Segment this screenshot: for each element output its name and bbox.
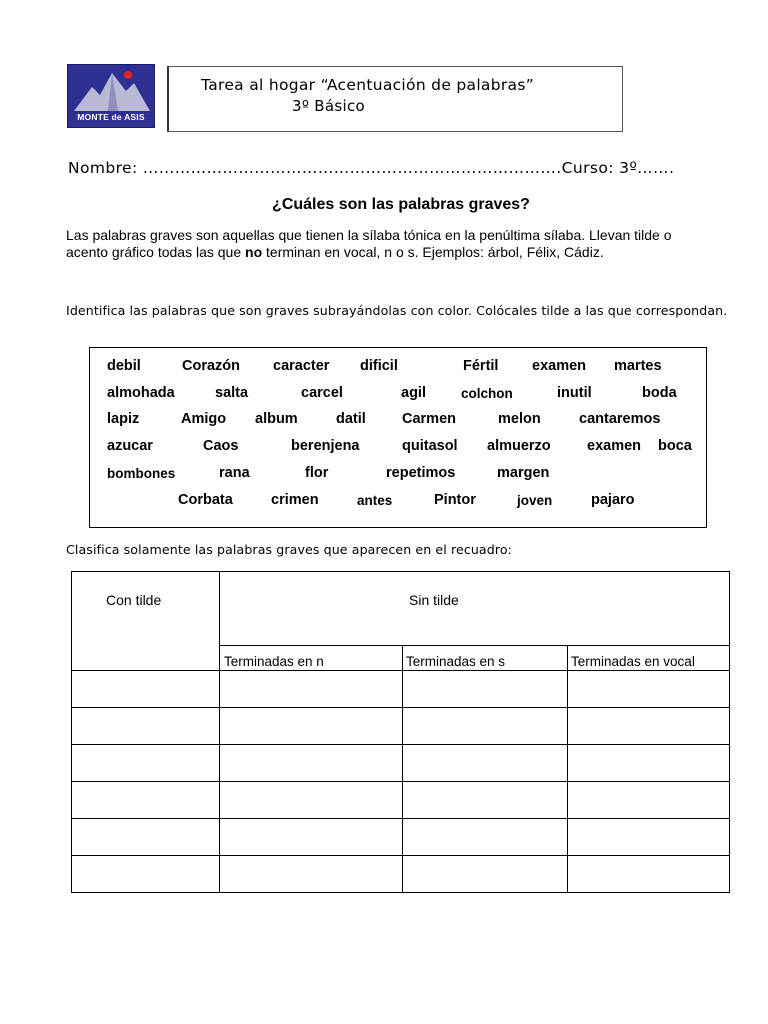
word-item: colchon [461, 386, 513, 401]
word-item: Amigo [181, 411, 227, 427]
word-item: cantaremos [579, 411, 661, 427]
word-item: Carmen [402, 411, 456, 427]
answer-cell[interactable] [568, 708, 729, 744]
word-item: almuerzo [487, 438, 551, 454]
word-item: crimen [271, 492, 319, 508]
name-course-line: Nombre: …………………………………………………………………….Curso: 3º……. [68, 159, 675, 177]
word-item: dificil [360, 358, 398, 374]
answer-cell[interactable] [72, 819, 219, 855]
classification-table [71, 571, 730, 893]
word-item: antes [357, 493, 393, 508]
word-item: repetimos [386, 465, 456, 481]
word-item: bombones [107, 466, 176, 481]
intro-text-start: Las palabras graves son aquellas que tienen la sílaba tónica en la penúltima sílaba. Llevan tilde o acento gráfico todas las que [66, 227, 672, 260]
word-box [89, 347, 707, 528]
word-item: Corbata [178, 492, 233, 508]
answer-cell[interactable] [72, 708, 219, 744]
word-item: quitasol [402, 438, 458, 454]
header-terminadas-s: Terminadas en s [406, 654, 506, 669]
word-item: salta [215, 385, 249, 401]
section-heading: ¿Cuáles son las palabras graves? [272, 196, 530, 213]
answer-cell[interactable] [568, 671, 729, 707]
intro-paragraph [66, 227, 716, 261]
word-item: boda [642, 385, 677, 401]
word-item: joven [517, 493, 553, 508]
answer-cell[interactable] [403, 782, 567, 818]
word-item: berenjena [291, 438, 360, 454]
word-item: Pintor [434, 492, 476, 508]
answer-cell[interactable] [72, 671, 219, 707]
word-item: datil [336, 411, 366, 427]
word-item: margen [497, 465, 550, 481]
answer-cell[interactable] [220, 819, 402, 855]
word-item: martes [614, 358, 662, 374]
word-item: Fértil [463, 358, 499, 374]
page-title: Tarea al hogar “Acentuación de palabras” [201, 76, 535, 94]
word-item: boca [658, 438, 692, 454]
answer-cell[interactable] [403, 819, 567, 855]
word-item: examen [532, 358, 587, 374]
word-item: melon [498, 411, 541, 427]
word-item: lapiz [107, 411, 140, 427]
instruction-classify: Clasifica solamente las palabras graves que aparecen en el recuadro: [66, 542, 512, 557]
answer-cell[interactable] [403, 671, 567, 707]
instruction-identify: Identifica las palabras que son graves subrayándolas con color. Colócales tilde a las que correspondan. [66, 303, 728, 318]
answer-cell[interactable] [403, 745, 567, 781]
answer-cell[interactable] [568, 782, 729, 818]
logo-text: MONTE de ASIS [77, 112, 145, 122]
word-item: inutil [557, 385, 592, 401]
word-item: Corazón [182, 358, 240, 374]
word-item: rana [219, 465, 250, 481]
answer-cell[interactable] [220, 745, 402, 781]
word-item: agil [401, 385, 426, 401]
word-item: flor [305, 465, 329, 481]
word-item: Caos [203, 438, 239, 454]
school-logo [67, 64, 155, 128]
intro-text-end: terminan en vocal, n o s. Ejemplos: árbol, Félix, Cádiz. [262, 244, 604, 260]
word-item: pajaro [591, 492, 635, 508]
header-terminadas-n: Terminadas en n [224, 654, 324, 669]
word-item: almohada [107, 385, 175, 401]
header-con-tilde: Con tilde [106, 592, 162, 608]
answer-cell[interactable] [568, 856, 729, 892]
header-terminadas-vocal: Terminadas en vocal [571, 654, 695, 669]
answer-cell[interactable] [568, 819, 729, 855]
word-item: examen [587, 438, 642, 454]
word-item: azucar [107, 438, 153, 454]
answer-cell[interactable] [220, 708, 402, 744]
header-sin-tilde: Sin tilde [409, 592, 459, 608]
answer-cell[interactable] [72, 856, 219, 892]
intro-bold-word: no [245, 244, 263, 260]
answer-cell[interactable] [72, 782, 219, 818]
word-item: debil [107, 358, 141, 374]
word-item: album [255, 411, 298, 427]
word-item: carcel [301, 385, 343, 401]
answer-cell[interactable] [220, 856, 402, 892]
answer-cell[interactable] [220, 782, 402, 818]
word-item: caracter [273, 358, 330, 374]
page-subtitle: 3º Básico [292, 97, 365, 115]
answer-cell[interactable] [403, 856, 567, 892]
answer-cell[interactable] [403, 708, 567, 744]
answer-cell[interactable] [568, 745, 729, 781]
answer-cell[interactable] [220, 671, 402, 707]
answer-cell[interactable] [72, 745, 219, 781]
